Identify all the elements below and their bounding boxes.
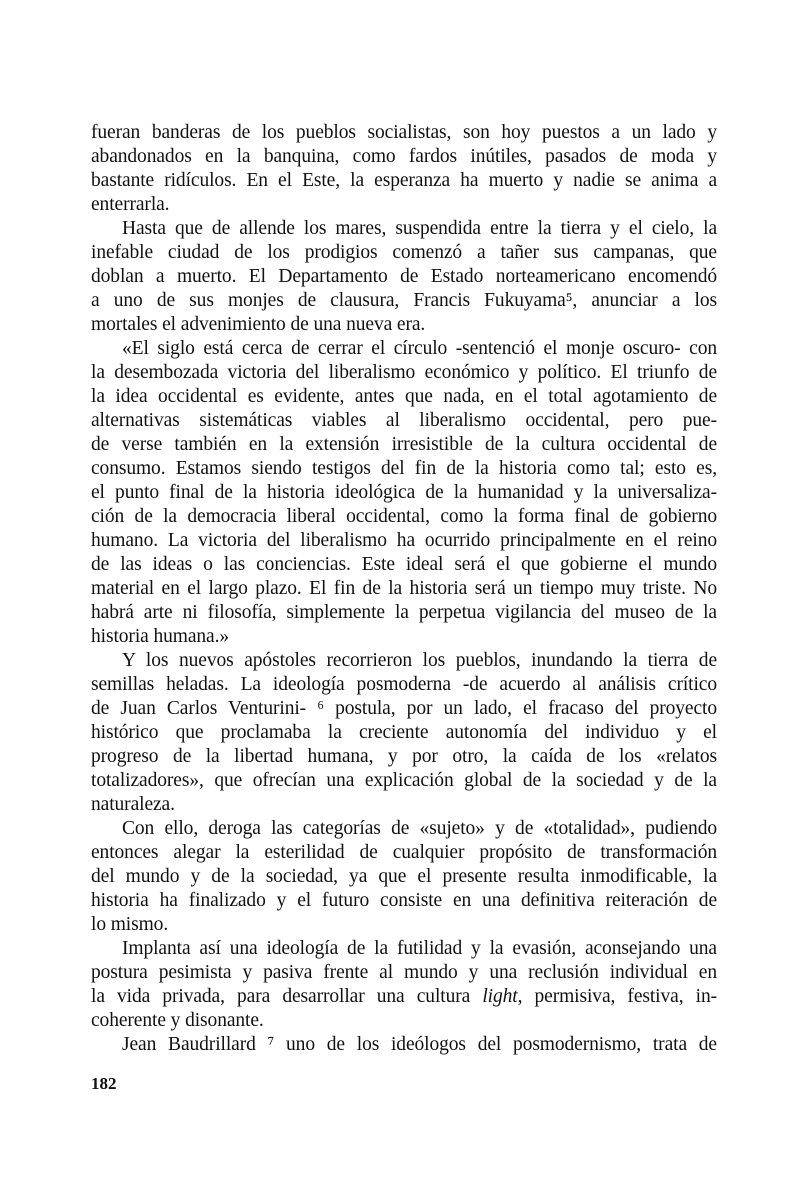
page-body-text: [91, 121, 717, 1057]
paragraph: [91, 337, 717, 649]
text-line: abandonados en la banquina, como fardos inútiles, pasados de moda y: [91, 146, 717, 167]
text-line: inefable ciudad de los prodigios comenzó a tañer sus campanas, que: [91, 242, 717, 263]
text-line: de verse también en la extensión irresistible de la cultura occidental de: [91, 434, 717, 455]
text-line: historia ha finalizado y el futuro consiste en una definitiva reiteración de: [91, 890, 717, 911]
text-line: «El siglo está cerca de cerrar el círculo -sentenció el monje oscuro- con: [122, 338, 717, 359]
text-line: totalizadores», que ofrecían una explicación global de la sociedad y de la: [91, 770, 717, 791]
text-line: semillas heladas. La ideología posmoderna -de acuerdo al análisis crítico: [91, 674, 717, 695]
text-line: consumo. Estamos siendo testigos del fin de la historia como tal; esto es,: [91, 458, 717, 479]
text-line: doblan a muerto. El Departamento de Estado norteamericano encomendó: [91, 266, 717, 287]
text-line: Con ello, deroga las categorías de «sujeto» y de «totalidad», pudiendo: [122, 818, 717, 839]
text-line: alternativas sistemáticas viables al liberalismo occidental, pero pue-: [91, 410, 717, 431]
page-number: 182: [91, 1074, 117, 1093]
text-line: postura pesimista y pasiva frente al mundo y una reclusión individual en: [91, 962, 717, 983]
text-line: el punto final de la historia ideológica de la humanidad y la universaliza-: [91, 482, 717, 503]
text-line: coherente y disonante.: [91, 1010, 264, 1031]
text-line: [91, 985, 717, 1009]
text-line: humano. La victoria del liberalismo ha ocurrido principalmente en el reino: [91, 530, 717, 551]
paragraph: [91, 217, 717, 337]
text-line: naturaleza.: [91, 794, 175, 815]
text-line: material en el largo plazo. El fin de la historia será un tiempo muy triste. No: [91, 578, 717, 599]
text-line: de Juan Carlos Venturini- ⁶ postula, por un lado, el fracaso del proyecto: [91, 698, 717, 719]
text-line: historia humana.»: [91, 626, 230, 647]
text-line: de las ideas o las conciencias. Este ideal será el que gobierne el mundo: [91, 554, 717, 575]
text-line: fueran banderas de los pueblos socialistas, son hoy puestos a un lado y: [91, 122, 717, 143]
text-line: bastante ridículos. En el Este, la esperanza ha muerto y nadie se anima a: [91, 170, 717, 191]
italic-word: light: [482, 986, 518, 1007]
text-line: mortales el advenimiento de una nueva era.: [91, 314, 426, 335]
text-line: a uno de sus monjes de clausura, Francis Fukuyama⁵, anunciar a los: [91, 290, 717, 311]
text-line: histórico que proclamaba la creciente autonomía del individuo y el: [91, 722, 717, 743]
text-line: la desembozada victoria del liberalismo económico y político. El triunfo de: [91, 362, 717, 383]
text-line: progreso de la libertad humana, y por otro, la caída de los «relatos: [91, 746, 717, 767]
text-line: Y los nuevos apóstoles recorrieron los pueblos, inundando la tierra de: [122, 650, 717, 671]
text-line: Jean Baudrillard ⁷ uno de los ideólogos del posmodernismo, trata de: [122, 1034, 717, 1055]
paragraph: [91, 121, 717, 217]
text-line: entonces alegar la esterilidad de cualquier propósito de transformación: [91, 842, 717, 863]
text-segment: la vida privada, para desarrollar una cultura: [91, 986, 483, 1007]
text-segment: , permisiva, festiva, in-: [517, 986, 717, 1007]
text-line: enterrarla.: [91, 194, 170, 215]
paragraph: [91, 937, 717, 1033]
text-line: habrá arte ni filosofía, simplemente la perpetua vigilancia del museo de la: [91, 602, 717, 623]
text-line: del mundo y de la sociedad, ya que el presente resulta inmodificable, la: [91, 866, 717, 887]
paragraph: [91, 817, 717, 937]
text-line: Implanta así una ideología de la futilidad y la evasión, aconsejando una: [122, 938, 717, 959]
text-line: Hasta que de allende los mares, suspendida entre la tierra y el cielo, la: [122, 218, 717, 239]
text-line: lo mismo.: [91, 914, 169, 935]
text-line: la idea occidental es evidente, antes que nada, en el total agotamiento de: [91, 386, 717, 407]
text-line: ción de la democracia liberal occidental, como la forma final de gobierno: [91, 506, 717, 527]
paragraph: [91, 649, 717, 817]
paragraph: [91, 1033, 717, 1057]
